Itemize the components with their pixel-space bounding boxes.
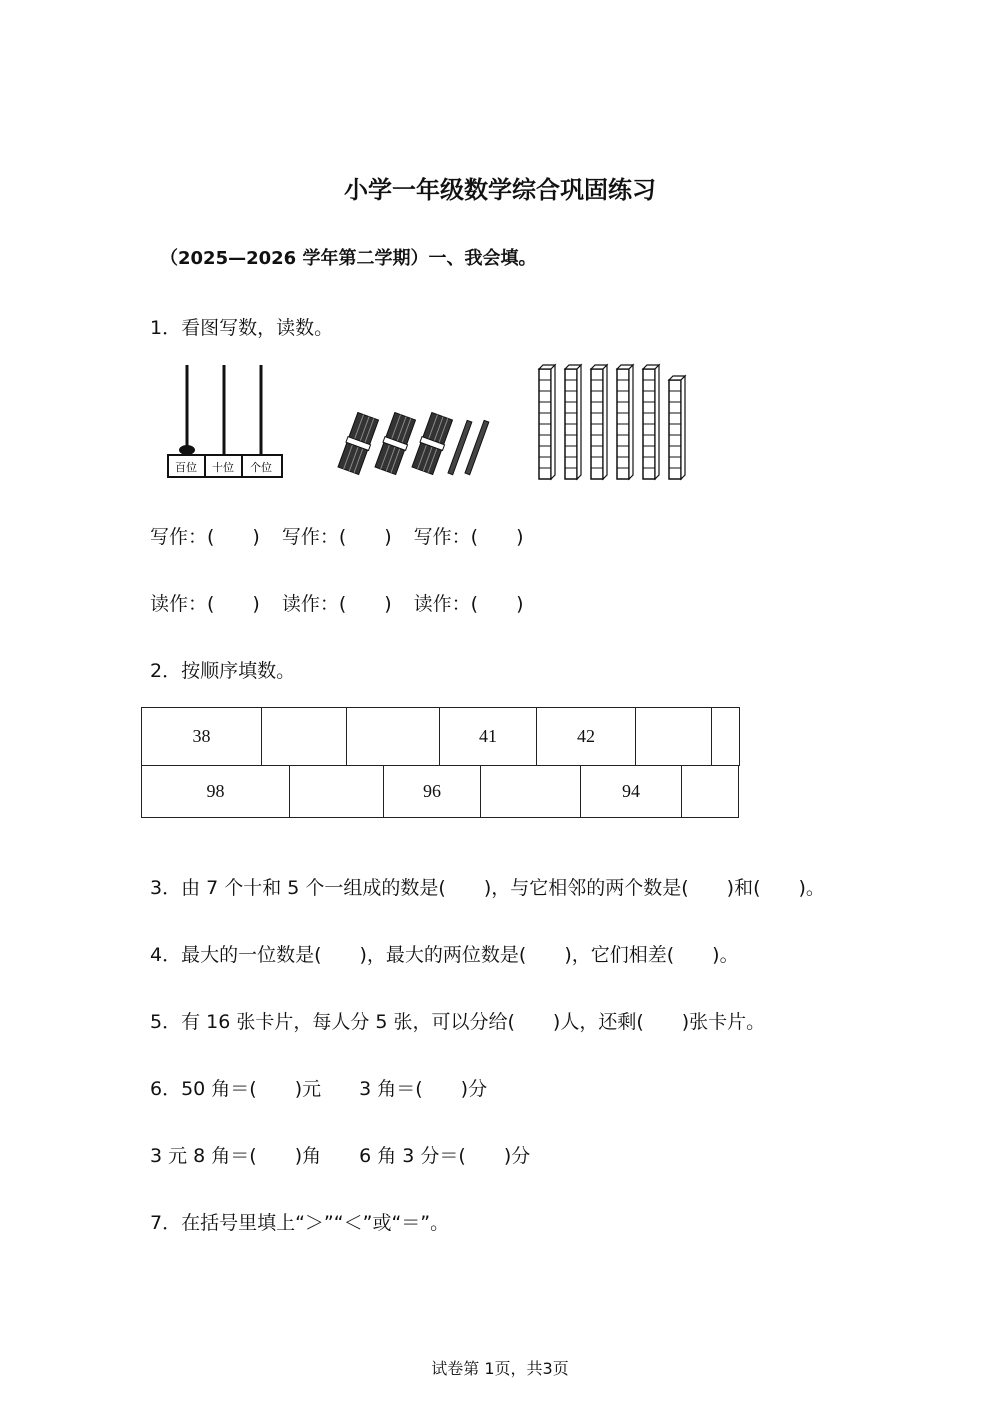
read-blank-3[interactable]: 读作：( ) [413, 593, 524, 615]
sequence-table-row2 [141, 765, 739, 818]
write-blank-1[interactable]: 写作：( ) [150, 526, 260, 548]
write-row [150, 522, 523, 549]
question-6a: 6．50 角＝( )元 3 角＝( )分 [150, 1078, 488, 1100]
sequence-cell-blank[interactable] [347, 708, 440, 766]
question-2-prompt: 2．按顺序填数。 [150, 660, 296, 682]
question-1-prompt: 1．看图写数，读数。 [150, 317, 334, 339]
sequence-cell-blank[interactable] [481, 766, 581, 818]
sequence-table-row1 [141, 707, 740, 766]
read-row [150, 589, 523, 616]
abacus-label-tens: 十位 [212, 461, 234, 474]
sequence-cell-blank[interactable] [636, 708, 712, 766]
write-blank-2[interactable]: 写作：( ) [281, 526, 392, 548]
short-rod [669, 376, 685, 479]
sequence-cell: 42 [537, 708, 636, 766]
sequence-cell: 96 [384, 766, 481, 818]
ten-rod [539, 365, 555, 479]
question-5: 5．有 16 张卡片，每人分 5 张，可以分给( )人，还剩( )张卡片。 [150, 1011, 766, 1033]
sequence-cell-blank[interactable] [290, 766, 384, 818]
stick-bundles-figure [330, 405, 490, 480]
ten-rod [591, 365, 607, 479]
sequence-cell: 94 [581, 766, 682, 818]
ten-rod [643, 365, 659, 479]
page-title: 小学一年级数学综合巩固练习 [344, 176, 656, 204]
read-blank-2[interactable]: 读作：( ) [281, 593, 392, 615]
section-heading: （2025—2026 学年第二学期）一、我会填。 [160, 248, 537, 269]
stick-bundle [337, 412, 379, 475]
sequence-cell-blank[interactable] [712, 708, 740, 766]
question-3: 3．由 7 个十和 5 个一组成的数是( )，与它相邻的两个数是( )和( )。 [150, 877, 825, 899]
sequence-cell: 38 [142, 708, 262, 766]
abacus-label-hundreds: 百位 [175, 461, 197, 474]
write-blank-3[interactable]: 写作：( ) [413, 526, 524, 548]
abacus-figure [165, 360, 285, 485]
read-blank-1[interactable]: 读作：( ) [150, 593, 260, 615]
ten-rods-figure [535, 363, 695, 483]
ten-rod [565, 365, 581, 479]
question-6b: 3 元 8 角＝( )角 6 角 3 分＝( )分 [150, 1145, 531, 1167]
sequence-cell: 98 [142, 766, 290, 818]
ten-rod [617, 365, 633, 479]
abacus-label-ones: 个位 [250, 461, 272, 474]
question-7: 7．在括号里填上“＞”“＜”或“＝”。 [150, 1212, 450, 1234]
question-4: 4．最大的一位数是( )，最大的两位数是( )，它们相差( )。 [150, 944, 739, 966]
sequence-cell: 41 [440, 708, 537, 766]
sequence-cell-blank[interactable] [262, 708, 347, 766]
page-footer: 试卷第 1页，共3页 [431, 1359, 569, 1378]
stick-bundle [374, 412, 416, 475]
abacus-bead [179, 445, 195, 455]
sequence-cell-blank[interactable] [682, 766, 739, 818]
stick-bundle [411, 412, 453, 475]
